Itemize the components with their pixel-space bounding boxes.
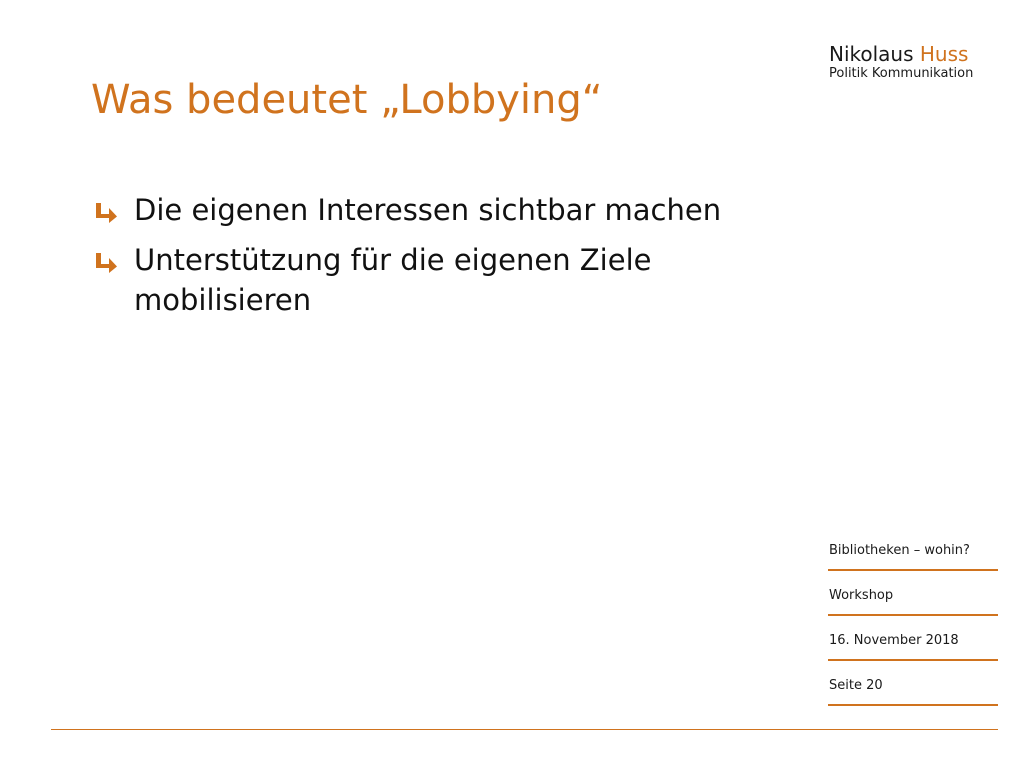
arrow-down-right-icon xyxy=(94,251,118,273)
brand-subtitle: Politik Kommunikation xyxy=(829,66,974,81)
event-date: 16. November 2018 xyxy=(829,633,959,648)
page-number: Seite 20 xyxy=(829,678,883,693)
brand-last-name: Huss xyxy=(919,42,969,66)
bullet-list xyxy=(94,190,794,330)
arrow-down-right-icon xyxy=(94,201,118,223)
brand-logo xyxy=(829,42,1009,82)
bullet-item xyxy=(94,190,794,230)
bullet-item xyxy=(94,240,794,320)
brand-first-name: Nikolaus xyxy=(829,42,914,66)
event-title: Bibliotheken – wohin? xyxy=(829,543,970,558)
slide-info-panel xyxy=(828,526,998,706)
info-row-event xyxy=(828,526,998,571)
info-row-page xyxy=(828,661,998,706)
event-type: Workshop xyxy=(829,588,894,603)
info-row-type xyxy=(828,571,998,616)
info-row-date xyxy=(828,616,998,661)
slide-title: Was bedeutet „Lobbying“ xyxy=(91,77,603,123)
bullet-label: Die eigenen Interessen sichtbar machen xyxy=(134,193,722,227)
brand-name xyxy=(829,42,1009,66)
bottom-divider xyxy=(51,729,998,730)
bullet-label: Unterstützung für die eigenen Ziele mobilisieren xyxy=(134,243,652,317)
